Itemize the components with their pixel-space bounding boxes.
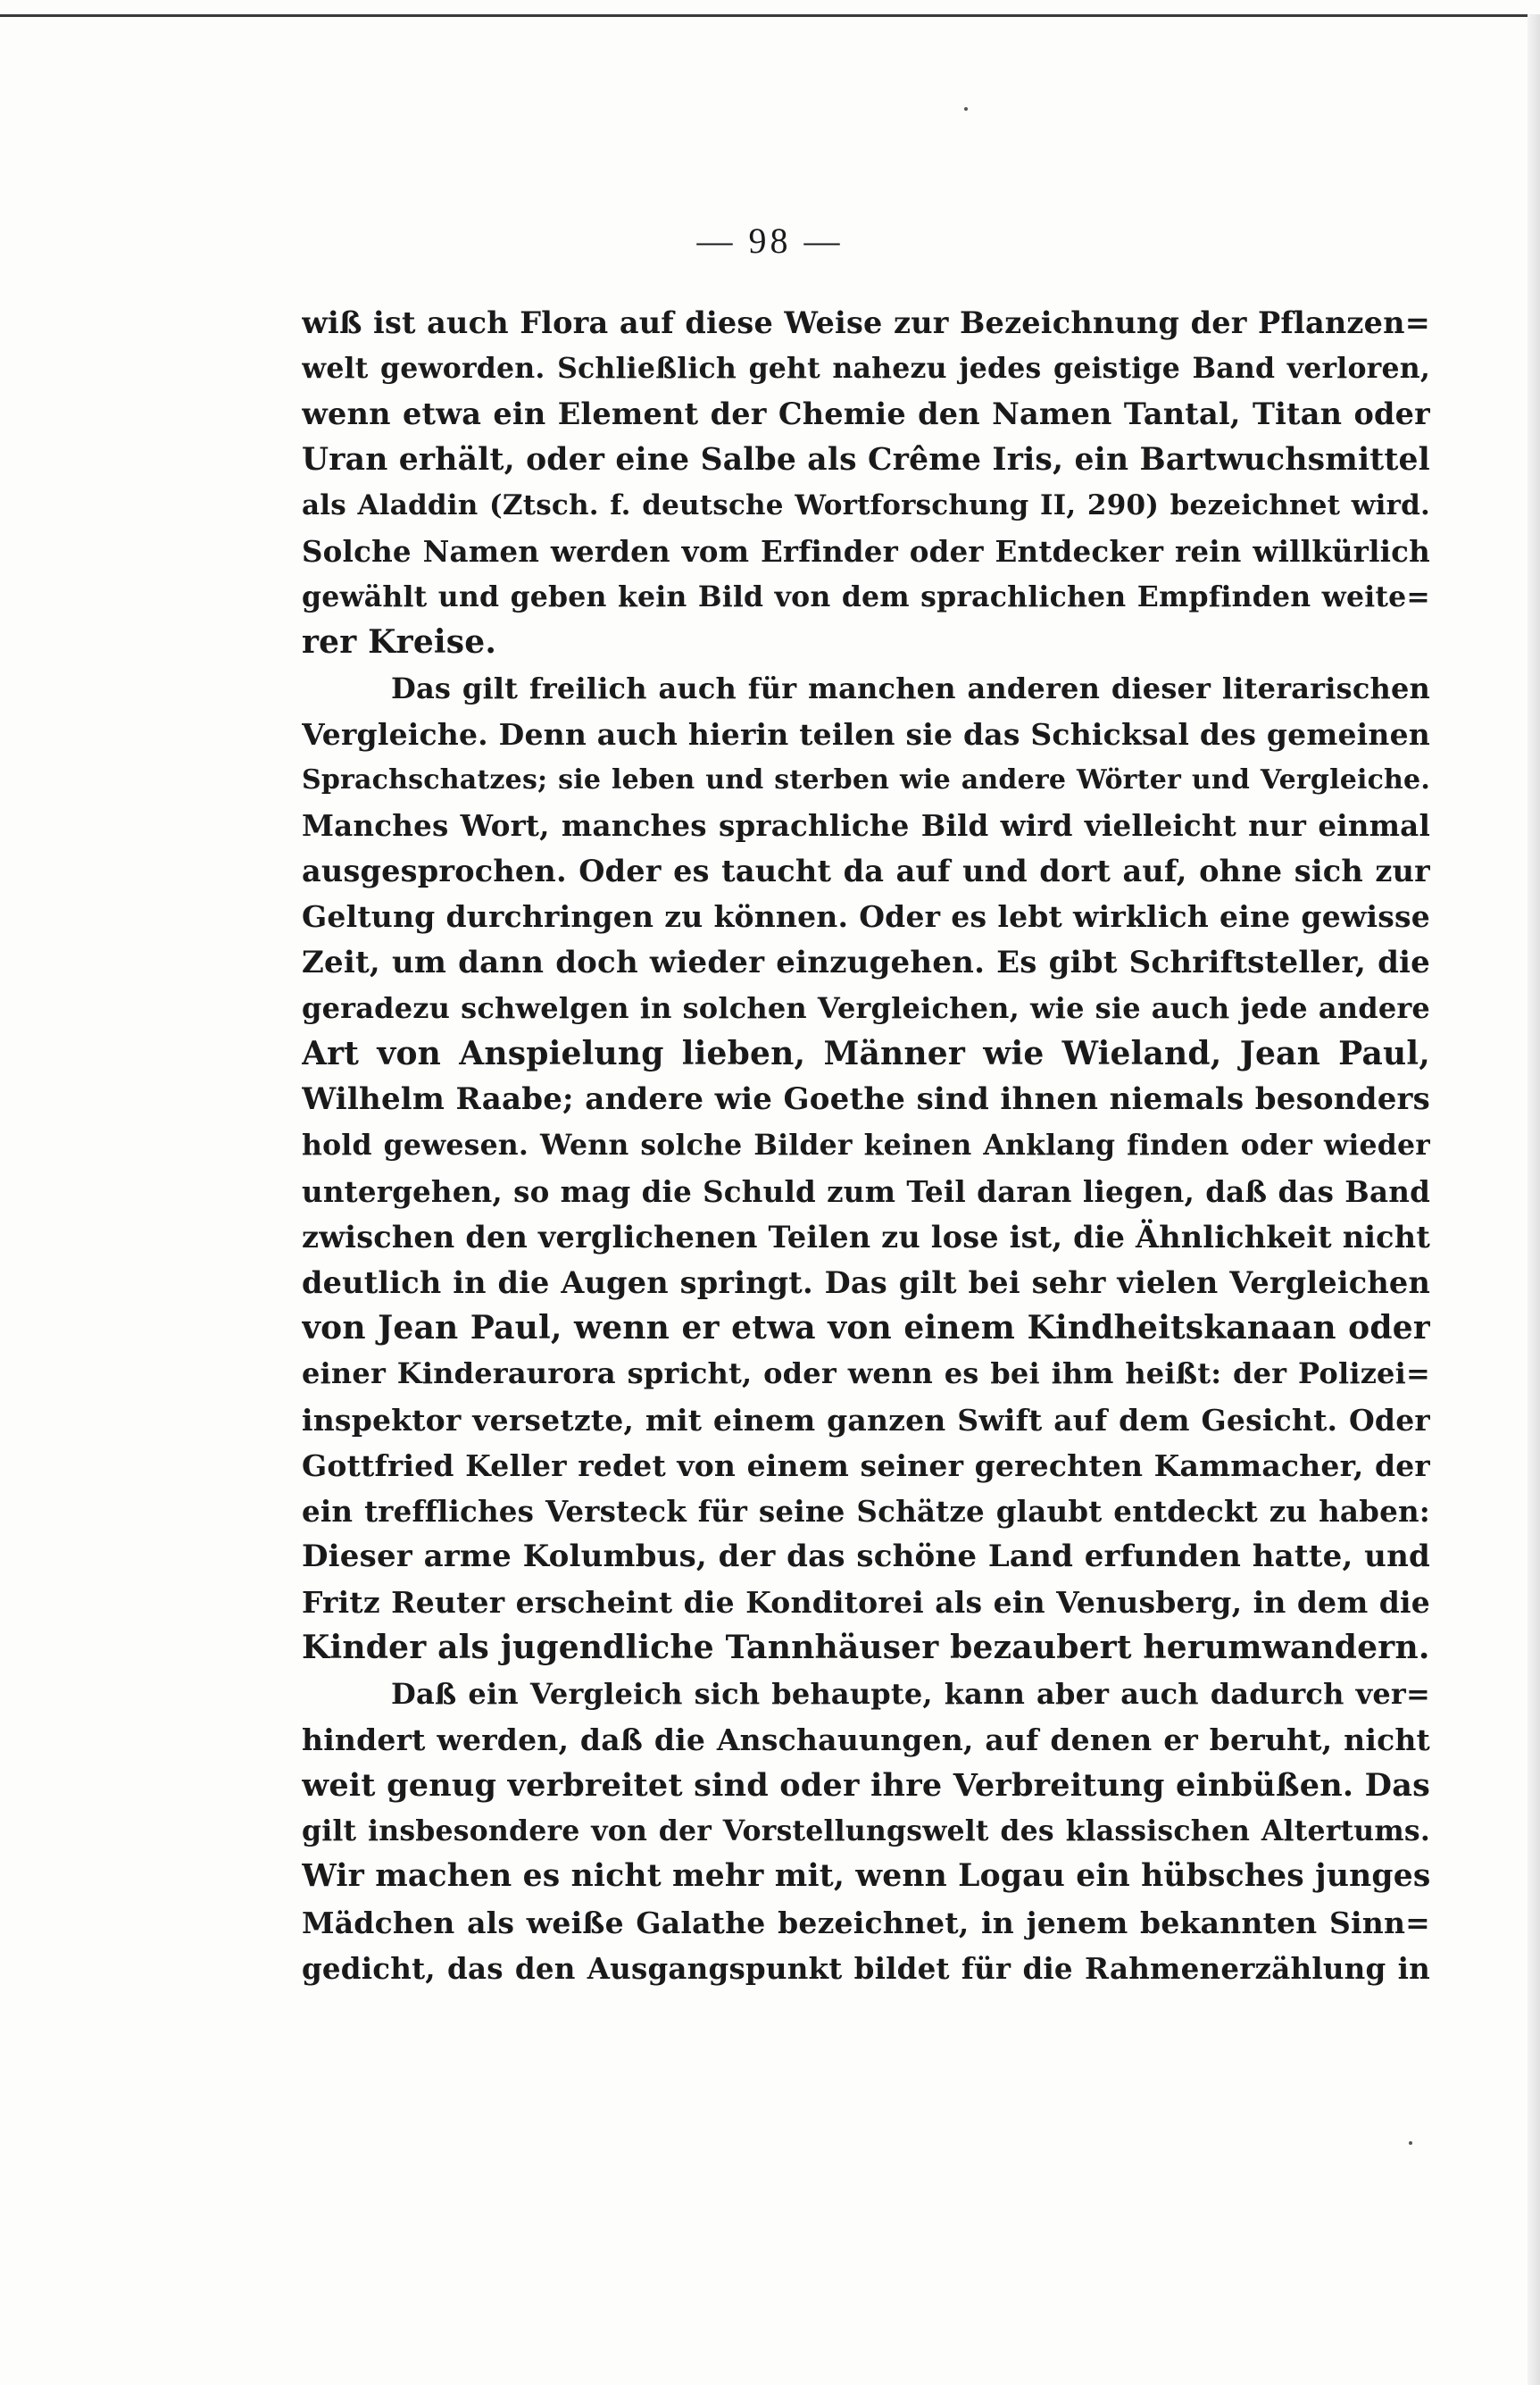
text-line: hindert werden, daß die Anschauungen, auf denen er beruht, nicht [302, 1722, 1430, 1757]
page-right-edge [1528, 14, 1540, 2385]
text-line: von Jean Paul, wenn er etwa von einem Kindheitskanaan oder [302, 1309, 1430, 1347]
text-line: Sprachschatzes; sie leben und sterben wie andere Wörter und Vergleiche. [302, 763, 1430, 796]
text-line: untergehen, so mag die Schuld zum Teil daran liegen, daß das Band [302, 1173, 1430, 1209]
text-line: Uran erhält, oder eine Salbe als Crême Iris, ein Bartwuchsmittel [302, 441, 1430, 478]
text-line: Art von Anspielung lieben, Männer wie Wieland, Jean Paul, [302, 1035, 1430, 1072]
body-text [302, 300, 1430, 1991]
text-line: zwischen den verglichenen Teilen zu lose ist, die Ähnlichkeit nicht [302, 1219, 1430, 1255]
text-line: Daß ein Vergleich sich behaupte, kann aber auch dadurch ver= [391, 1676, 1430, 1711]
text-line: Wir machen es nicht mehr mit, wenn Logau ein hübsches junges [302, 1858, 1430, 1895]
page-top-edge [0, 14, 1540, 17]
text-line: gedicht, das den Ausgangspunkt bildet für die Rahmenerzählung in [302, 1950, 1430, 1986]
text-line: Das gilt freilich auch für manchen anderen dieser literarischen [391, 671, 1430, 705]
text-line: Dieser arme Kolumbus, der das schöne Land erfunden hatte, und [302, 1539, 1430, 1575]
scan-speck [964, 107, 968, 111]
text-line: rer Kreise. [302, 623, 497, 662]
text-line: geradezu schwelgen in solchen Vergleichen, wie sie auch jede andere [302, 990, 1430, 1025]
text-line: Fritz Reuter erscheint die Konditorei als ein Venusberg, in dem die [302, 1585, 1430, 1621]
scan-speck [1409, 2141, 1412, 2145]
text-line: Solche Namen werden vom Erfinder oder Entdecker rein willkürlich [302, 533, 1430, 569]
text-line: inspektor versetzte, mit einem ganzen Swift auf dem Gesicht. Oder [302, 1402, 1430, 1438]
text-line: wenn etwa ein Element der Chemie den Namen Tantal, Titan oder [302, 396, 1430, 432]
text-line: gilt insbesondere von der Vorstellungswelt des klassischen Altertums. [302, 1814, 1430, 1848]
text-line: ausgesprochen. Oder es taucht da auf und dort auf, ohne sich zur [302, 854, 1430, 889]
text-line: Vergleiche. Denn auch hierin teilen sie das Schicksal des gemeinen [302, 716, 1430, 752]
text-line: Kinder als jugendliche Tannhäuser bezaubert herumwandern. [302, 1629, 1430, 1667]
text-line: gewählt und geben kein Bild von dem sprachlichen Empfinden weite= [302, 580, 1430, 614]
text-line: als Aladdin (Ztsch. f. deutsche Wortforschung II, 290) bezeichnet wird. [302, 488, 1430, 521]
text-line: wiß ist auch Flora auf diese Weise zur Bezeichnung der Pflanzen= [302, 305, 1430, 340]
text-line: Wilhelm Raabe; andere wie Goethe sind ihnen niemals besonders [302, 1081, 1430, 1118]
text-line: Mädchen als weiße Galathe bezeichnet, in jenem bekannten Sinn= [302, 1905, 1430, 1940]
text-line: ein treffliches Versteck für seine Schätze glaubt entdeckt zu haben: [302, 1493, 1430, 1529]
text-line: einer Kinderaurora spricht, oder wenn es bei ihm heißt: der Polizei= [302, 1356, 1430, 1391]
text-line: Gottfried Keller redet von einem seiner gerechten Kammacher, der [302, 1447, 1430, 1483]
text-line: Geltung durchringen zu können. Oder es lebt wirklich eine gewisse [302, 899, 1430, 935]
text-line: weit genug verbreitet sind oder ihre Verbreitung einbüßen. Das [302, 1767, 1430, 1804]
text-line: hold gewesen. Wenn solche Bilder keinen Anklang finden oder wieder [302, 1129, 1430, 1163]
text-line: deutlich in die Augen springt. Das gilt bei sehr vielen Vergleichen [302, 1264, 1430, 1300]
page-number: — 98 — [696, 221, 844, 261]
text-line: welt geworden. Schließlich geht nahezu jedes geistige Band verloren, [302, 352, 1430, 386]
text-line: Manches Wort, manches sprachliche Bild wird vielleicht nur einmal [302, 808, 1430, 844]
text-line: Zeit, um dann doch wieder einzugehen. Es gibt Schriftsteller, die [302, 944, 1430, 980]
